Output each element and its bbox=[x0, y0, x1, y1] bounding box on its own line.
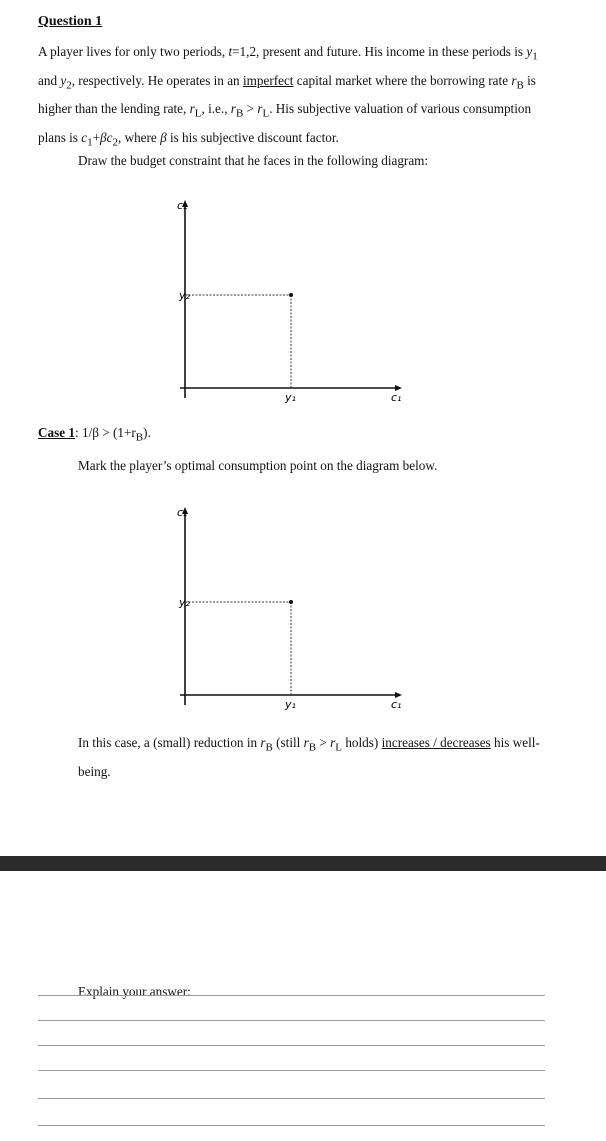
explain-label: Explain your answer: bbox=[78, 984, 191, 999]
budget-diagram-1[interactable] bbox=[160, 195, 420, 410]
instruction-mark: Mark the player’s optimal consumption point on the diagram below. bbox=[78, 458, 438, 473]
endowment-point bbox=[289, 293, 293, 297]
x-axis-label: c₁ bbox=[391, 391, 402, 404]
case-1-heading: Case 1: $1/\beta > (1+r_B)$. bbox=[38, 425, 151, 444]
y-axis-label: c₂ bbox=[177, 506, 188, 519]
instruction-draw: Draw the budget constraint that he faces in the following diagram: bbox=[78, 153, 429, 168]
choice-increases-decreases[interactable]: increases / decreases bbox=[381, 735, 491, 750]
answer-line[interactable] bbox=[38, 1020, 545, 1021]
answer-line[interactable] bbox=[38, 995, 545, 996]
answer-line[interactable] bbox=[38, 1045, 545, 1046]
page-divider bbox=[0, 856, 606, 871]
answer-line[interactable] bbox=[38, 1098, 545, 1099]
x-axis-label: c₁ bbox=[391, 698, 402, 711]
imperfect-term: imperfect bbox=[242, 72, 294, 88]
y-axis-label: c₂ bbox=[177, 199, 188, 212]
answer-line[interactable] bbox=[38, 1070, 545, 1071]
followup-question: In this case, a (small) reduction in $r_B$ (still $r_B > r_L$ holds) increases / decreases his well-being. bbox=[78, 735, 540, 779]
y1-label: y₁ bbox=[285, 391, 296, 404]
endowment-point bbox=[289, 600, 293, 604]
answer-line[interactable] bbox=[38, 1125, 545, 1126]
budget-diagram-2[interactable] bbox=[160, 502, 420, 717]
y1-label: y₁ bbox=[285, 698, 296, 711]
question-paragraph: A player lives for only two periods, t=1,2, present and future. His income in these periods is $y_1$ and $y_2$, respectively. He operates in an imperfect capital market where the borrowing rate $r_B$ is higher than the lending rate, $r_L$, i.e., $r_B > r_L$. His subjective valuation of various consumption plans is $c_1+\beta c_2$, where β is his subjective discount factor. bbox=[38, 44, 538, 149]
y2-label: y₂ bbox=[179, 596, 190, 609]
question-title: Question 1 bbox=[38, 14, 103, 29]
y2-label: y₂ bbox=[179, 289, 190, 302]
